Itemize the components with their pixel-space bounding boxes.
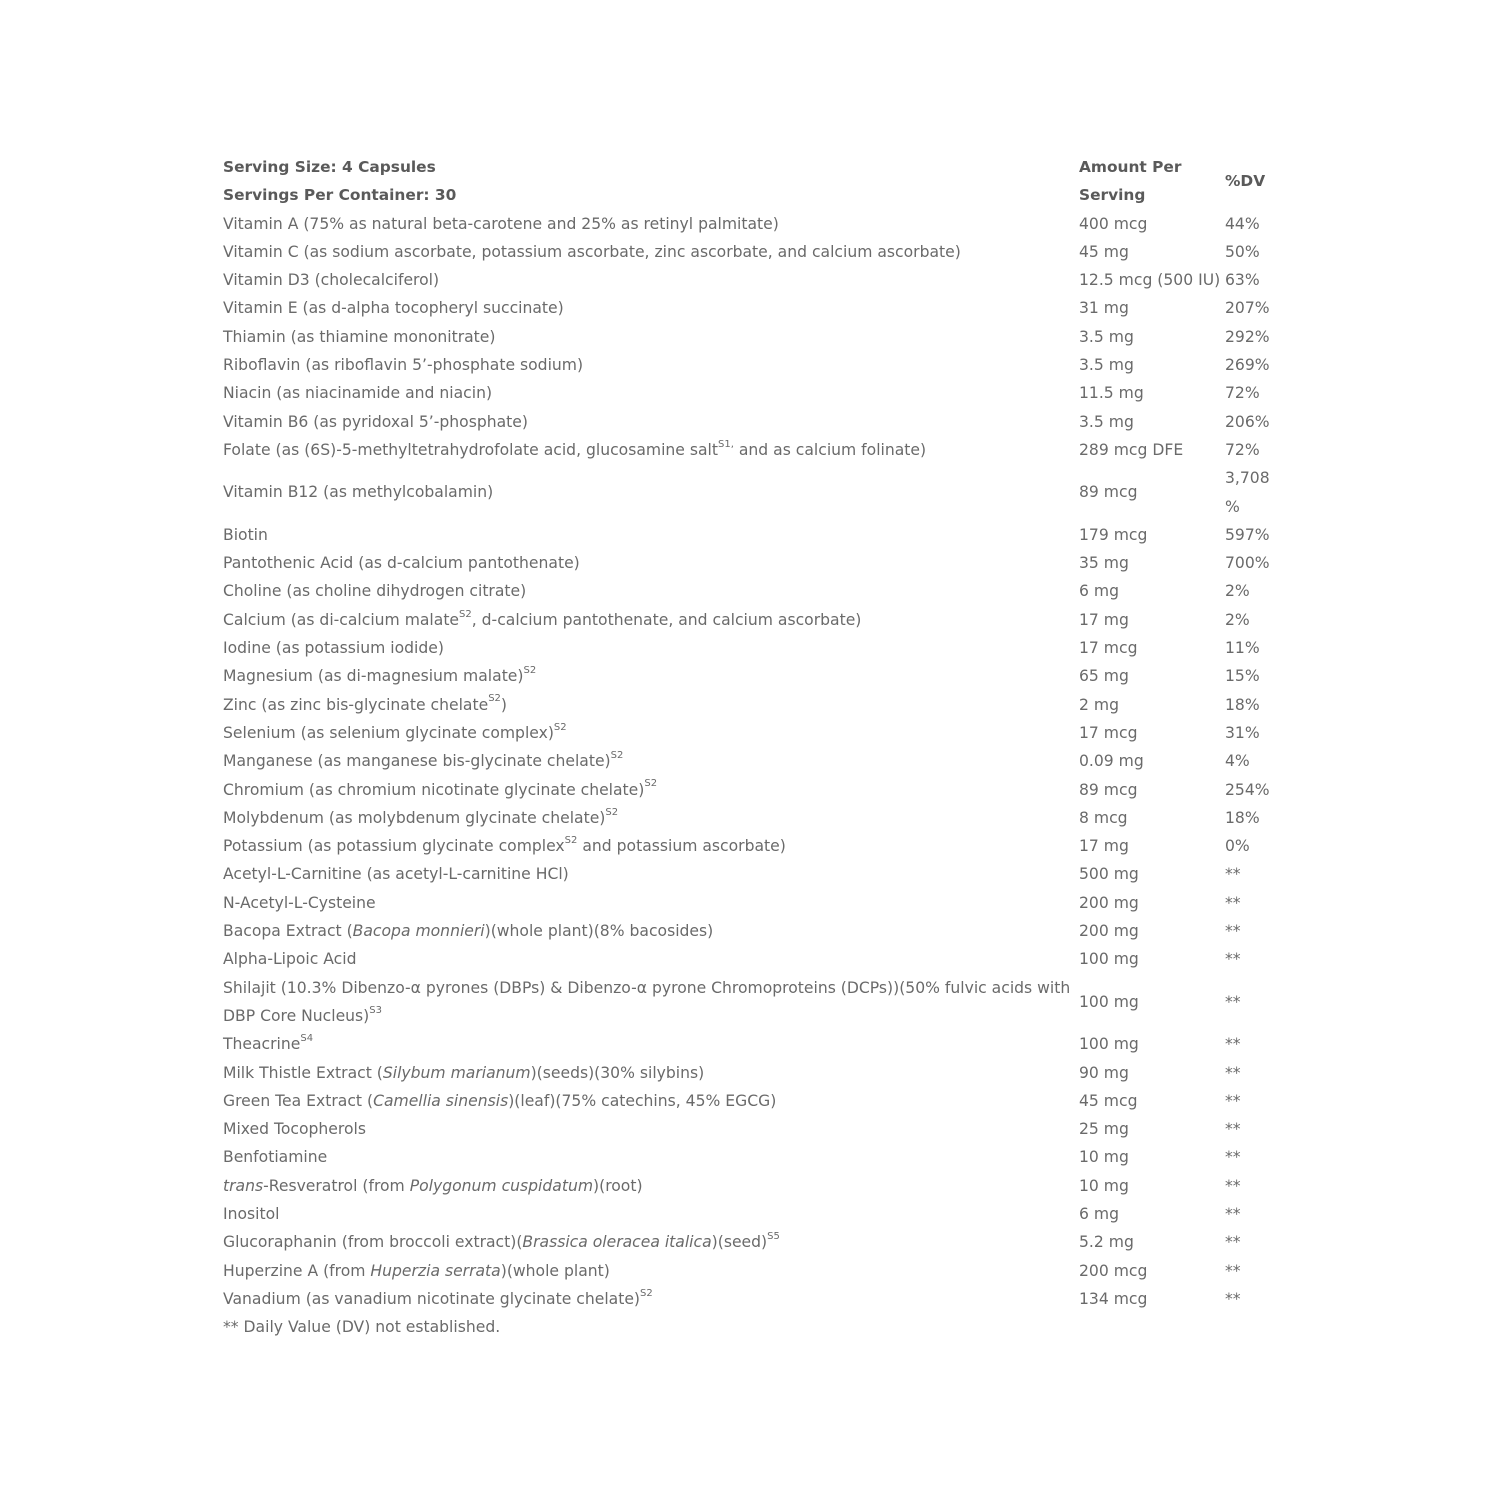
footnote-ref: S2 <box>640 1287 653 1299</box>
daily-value: ** <box>1225 1148 1241 1167</box>
nutrient-name <box>223 974 1079 1031</box>
name-text: ) <box>500 695 507 714</box>
daily-value: 18% <box>1225 808 1260 827</box>
name-text: )(root) <box>593 1176 643 1195</box>
header-row-1 <box>223 153 1283 181</box>
table-row <box>223 577 1283 605</box>
name-text: Choline (as choline dihydrogen citrate) <box>223 582 527 601</box>
daily-value: 4% <box>1225 752 1250 771</box>
table-row <box>223 1059 1283 1087</box>
table-row <box>223 606 1283 634</box>
name-text: Zinc (as zinc bis-glycinate chelate <box>223 695 489 714</box>
daily-value: 63% <box>1225 271 1260 290</box>
table-row <box>223 1087 1283 1115</box>
amount-per-serving: 10 mg <box>1079 1148 1129 1167</box>
table-row <box>223 719 1283 747</box>
name-text: Manganese (as manganese bis-glycinate chelate) <box>223 752 611 771</box>
amount-per-serving: 90 mg <box>1079 1063 1129 1082</box>
name-text: Folate (as (6S)-5-methyltetrahydrofolate acid, glucosamine salt <box>223 440 718 459</box>
nutrient-name <box>223 464 1079 521</box>
latin-name: Huperzia serrata <box>370 1261 501 1280</box>
daily-value: ** <box>1225 1261 1241 1280</box>
amount-per-serving: 0.09 mg <box>1079 752 1144 771</box>
daily-value: ** <box>1225 893 1241 912</box>
footnote-ref: S2 <box>459 608 472 620</box>
amount-per-serving: 10 mg <box>1079 1176 1129 1195</box>
footnote-ref: S2 <box>644 778 658 790</box>
nutrient-name <box>223 1172 1079 1200</box>
nutrient-name <box>223 436 1079 464</box>
daily-value: 11% <box>1225 639 1260 658</box>
daily-value: ** <box>1225 1063 1241 1082</box>
daily-value: 18% <box>1225 695 1260 714</box>
table-row <box>223 294 1283 322</box>
table-row <box>223 662 1283 690</box>
table-row <box>223 379 1283 407</box>
amount-per-serving: 3.5 mg <box>1079 327 1134 346</box>
amount-per-serving: 17 mg <box>1079 837 1129 856</box>
amount-per-serving: 6 mg <box>1079 582 1119 601</box>
amount-per-serving: 100 mg <box>1079 1035 1139 1054</box>
name-text: Vitamin D3 (cholecalciferol) <box>223 271 440 290</box>
amount-per-serving: 2 mg <box>1079 695 1119 714</box>
table-row <box>223 917 1283 945</box>
footnote-ref: S2 <box>605 806 619 818</box>
table-row <box>223 1257 1283 1285</box>
nutrient-name <box>223 634 1079 662</box>
nutrient-name <box>223 776 1079 804</box>
amount-per-serving: 3.5 mg <box>1079 356 1134 375</box>
name-text: Chromium (as chromium nicotinate glycinate chelate) <box>223 780 645 799</box>
table-row <box>223 691 1283 719</box>
amount-per-serving: 11.5 mg <box>1079 384 1144 403</box>
name-text: Bacopa Extract ( <box>223 922 353 941</box>
daily-value: ** <box>1225 1176 1241 1195</box>
table-row <box>223 238 1283 266</box>
table-row <box>223 1228 1283 1256</box>
name-text: Magnesium (as di-magnesium malate) <box>223 667 524 686</box>
daily-value: 254% <box>1225 780 1270 799</box>
nutrient-name <box>223 662 1079 690</box>
amount-per-serving: 200 mcg <box>1079 1261 1148 1280</box>
nutrient-name <box>223 210 1079 238</box>
name-text: Alpha-Lipoic Acid <box>223 950 357 969</box>
daily-value: 700% <box>1225 554 1270 573</box>
table-row <box>223 1030 1283 1058</box>
daily-value: 3,708 % <box>1225 469 1270 516</box>
nutrient-name <box>223 804 1079 832</box>
name-text: )(seed) <box>711 1233 768 1252</box>
amount-per-serving: 200 mg <box>1079 922 1139 941</box>
table-row <box>223 832 1283 860</box>
nutrient-name <box>223 1059 1079 1087</box>
amount-per-serving: 12.5 mcg (500 IU) <box>1079 271 1221 290</box>
latin-name: Camellia sinensis <box>373 1091 509 1110</box>
footnote-ref: S2 <box>610 750 624 762</box>
amount-header-line2: Serving <box>1079 186 1146 205</box>
amount-per-serving: 100 mg <box>1079 950 1139 969</box>
amount-per-serving: 5.2 mg <box>1079 1233 1134 1252</box>
table-row <box>223 549 1283 577</box>
table-row <box>223 266 1283 294</box>
nutrient-name <box>223 1143 1079 1171</box>
name-text: Theacrine <box>223 1035 301 1054</box>
nutrient-name <box>223 323 1079 351</box>
name-text: )(leaf)(75% catechins, 45% EGCG) <box>508 1091 777 1110</box>
name-text: )(whole plant) <box>500 1261 610 1280</box>
name-text: Selenium (as selenium glycinate complex) <box>223 723 554 742</box>
table-row <box>223 351 1283 379</box>
name-text: -Resveratrol (from <box>263 1176 410 1195</box>
nutrient-name <box>223 917 1079 945</box>
name-text: Shilajit (10.3% Dibenzo-α pyrones (DBPs) & Dibenzo-α pyrone Chromoproteins (DCPs))(50% fulvic acids with DBP Core Nucleus) <box>223 978 1071 1025</box>
amount-per-serving: 17 mcg <box>1079 723 1138 742</box>
name-text: Biotin <box>223 525 268 544</box>
amount-per-serving: 500 mg <box>1079 865 1139 884</box>
daily-value: 2% <box>1225 610 1250 629</box>
name-text: Mixed Tocopherols <box>223 1120 366 1139</box>
amount-per-serving: 89 mcg <box>1079 483 1138 502</box>
amount-per-serving: 25 mg <box>1079 1120 1129 1139</box>
table-row <box>223 210 1283 238</box>
amount-per-serving: 45 mg <box>1079 242 1129 261</box>
name-text: Acetyl-L-Carnitine (as acetyl-L-carnitine HCl) <box>223 865 569 884</box>
amount-per-serving: 100 mg <box>1079 992 1139 1011</box>
nutrient-name <box>223 1115 1079 1143</box>
nutrient-name <box>223 521 1079 549</box>
nutrient-name <box>223 832 1079 860</box>
daily-value: ** <box>1225 1289 1241 1308</box>
table-row <box>223 464 1283 521</box>
nutrient-name <box>223 691 1079 719</box>
nutrient-name <box>223 860 1079 888</box>
daily-value: 15% <box>1225 667 1260 686</box>
daily-value: 0% <box>1225 837 1250 856</box>
name-text: Niacin (as niacinamide and niacin) <box>223 384 493 403</box>
amount-per-serving: 289 mcg DFE <box>1079 440 1184 459</box>
amount-per-serving: 35 mg <box>1079 554 1129 573</box>
daily-value: ** <box>1225 1035 1241 1054</box>
name-text: Potassium (as potassium glycinate complex <box>223 837 565 856</box>
footnote-ref: S1, <box>718 438 734 450</box>
name-text: Benfotiamine <box>223 1148 328 1167</box>
amount-per-serving: 17 mg <box>1079 610 1129 629</box>
name-text: Iodine (as potassium iodide) <box>223 639 444 658</box>
latin-name: Brassica oleracea italica <box>522 1233 712 1252</box>
daily-value: ** <box>1225 1204 1241 1223</box>
amount-per-serving: 6 mg <box>1079 1204 1119 1223</box>
amount-per-serving: 400 mcg <box>1079 214 1148 233</box>
name-text: Green Tea Extract ( <box>223 1091 374 1110</box>
daily-value: 2% <box>1225 582 1250 601</box>
daily-value: ** <box>1225 1120 1241 1139</box>
amount-per-serving: 200 mg <box>1079 893 1139 912</box>
nutrient-name <box>223 1087 1079 1115</box>
table-row <box>223 747 1283 775</box>
amount-per-serving: 65 mg <box>1079 667 1129 686</box>
table-row <box>223 804 1283 832</box>
daily-value: 292% <box>1225 327 1270 346</box>
name-text: N-Acetyl-L-Cysteine <box>223 893 376 912</box>
daily-value: 50% <box>1225 242 1260 261</box>
name-text: and potassium ascorbate) <box>577 837 786 856</box>
nutrient-name <box>223 577 1079 605</box>
daily-value: 269% <box>1225 356 1270 375</box>
nutrient-name <box>223 266 1079 294</box>
name-text: )(seeds)(30% silybins) <box>530 1063 705 1082</box>
supplement-facts-panel <box>223 153 1283 1341</box>
name-text: Vitamin A (75% as natural beta-carotene and 25% as retinyl palmitate) <box>223 214 779 233</box>
table-row <box>223 1200 1283 1228</box>
nutrient-name <box>223 238 1079 266</box>
footnote-ref: S5 <box>767 1231 780 1243</box>
nutrient-name <box>223 1200 1079 1228</box>
daily-value: 597% <box>1225 525 1270 544</box>
daily-value: 207% <box>1225 299 1270 318</box>
nutrient-name <box>223 889 1079 917</box>
table-row <box>223 974 1283 1031</box>
daily-value: ** <box>1225 992 1241 1011</box>
table-row <box>223 521 1283 549</box>
name-text: Molybdenum (as molybdenum glycinate chelate) <box>223 808 606 827</box>
nutrient-name <box>223 549 1079 577</box>
table-row <box>223 408 1283 436</box>
nutrient-name <box>223 1285 1079 1313</box>
latin-name: Polygonum cuspidatum <box>409 1176 594 1195</box>
name-text: , d-calcium pantothenate, and calcium ascorbate) <box>471 610 862 629</box>
nutrient-name <box>223 1228 1079 1256</box>
name-text: Huperzine A (from <box>223 1261 371 1280</box>
name-text: and as calcium folinate) <box>733 440 927 459</box>
footnote-ref: S2 <box>553 721 567 733</box>
daily-value: ** <box>1225 950 1241 969</box>
daily-value: 44% <box>1225 214 1260 233</box>
table-row <box>223 1143 1283 1171</box>
latin-name: Bacopa monnieri <box>352 922 485 941</box>
table-row <box>223 323 1283 351</box>
latin-name: trans <box>223 1176 264 1195</box>
daily-value: ** <box>1225 1091 1241 1110</box>
daily-value: 72% <box>1225 384 1260 403</box>
daily-value: 206% <box>1225 412 1270 431</box>
name-text: Vitamin E (as d-alpha tocopheryl succinate) <box>223 299 564 318</box>
name-text: Vitamin C (as sodium ascorbate, potassium ascorbate, zinc ascorbate, and calcium ascorbate) <box>223 242 961 261</box>
nutrient-name <box>223 408 1079 436</box>
name-text: Vanadium (as vanadium nicotinate glycinate chelate) <box>223 1289 640 1308</box>
table-row <box>223 634 1283 662</box>
table-row <box>223 945 1283 973</box>
nutrient-name <box>223 945 1079 973</box>
footnote: ** Daily Value (DV) not established. <box>223 1318 501 1337</box>
nutrient-name <box>223 294 1079 322</box>
name-text: )(whole plant)(8% bacosides) <box>484 922 714 941</box>
name-text: Vitamin B12 (as methylcobalamin) <box>223 483 494 502</box>
footnote-ref: S2 <box>564 834 578 846</box>
table-row <box>223 889 1283 917</box>
nutrient-name <box>223 747 1079 775</box>
daily-value: ** <box>1225 865 1241 884</box>
name-text: Riboflavin (as riboflavin 5’-phosphate sodium) <box>223 356 584 375</box>
name-text: Inositol <box>223 1204 280 1223</box>
amount-per-serving: 89 mcg <box>1079 780 1138 799</box>
footnote-ref: S2 <box>488 693 501 705</box>
dv-header: %DV <box>1225 172 1266 191</box>
nutrient-name <box>223 1257 1079 1285</box>
footnote-ref: S3 <box>369 1004 382 1016</box>
header-row-2 <box>223 181 1283 209</box>
nutrient-name <box>223 351 1079 379</box>
amount-per-serving: 17 mcg <box>1079 639 1138 658</box>
amount-per-serving: 179 mcg <box>1079 525 1148 544</box>
name-text: Milk Thistle Extract ( <box>223 1063 383 1082</box>
servings-per-container: Servings Per Container: 30 <box>223 186 457 205</box>
amount-per-serving: 3.5 mg <box>1079 412 1134 431</box>
nutrient-name <box>223 379 1079 407</box>
daily-value: ** <box>1225 922 1241 941</box>
table-row <box>223 436 1283 464</box>
table-row <box>223 1285 1283 1313</box>
daily-value: 31% <box>1225 723 1260 742</box>
latin-name: Silybum marianum <box>382 1063 531 1082</box>
amount-per-serving: 8 mcg <box>1079 808 1128 827</box>
name-text: Calcium (as di-calcium malate <box>223 610 460 629</box>
nutrient-name <box>223 1030 1079 1058</box>
amount-per-serving: 134 mcg <box>1079 1289 1148 1308</box>
supplement-facts-table <box>223 153 1283 1313</box>
amount-per-serving: 31 mg <box>1079 299 1129 318</box>
table-row <box>223 1115 1283 1143</box>
table-row <box>223 776 1283 804</box>
amount-header-line1: Amount Per <box>1079 158 1182 176</box>
name-text: Thiamin (as thiamine mononitrate) <box>223 327 496 346</box>
serving-size: Serving Size: 4 Capsules <box>223 158 436 176</box>
name-text: Pantothenic Acid (as d-calcium pantothenate) <box>223 554 580 573</box>
nutrient-name <box>223 719 1079 747</box>
footnote-ref: S4 <box>300 1033 314 1045</box>
amount-per-serving: 45 mcg <box>1079 1091 1138 1110</box>
nutrient-name <box>223 606 1079 634</box>
footnote-ref: S2 <box>523 665 537 677</box>
daily-value: ** <box>1225 1233 1241 1252</box>
name-text: Vitamin B6 (as pyridoxal 5’-phosphate) <box>223 412 528 431</box>
daily-value: 72% <box>1225 440 1260 459</box>
table-row <box>223 1172 1283 1200</box>
name-text: Glucoraphanin (from broccoli extract)( <box>223 1233 523 1252</box>
table-row <box>223 860 1283 888</box>
